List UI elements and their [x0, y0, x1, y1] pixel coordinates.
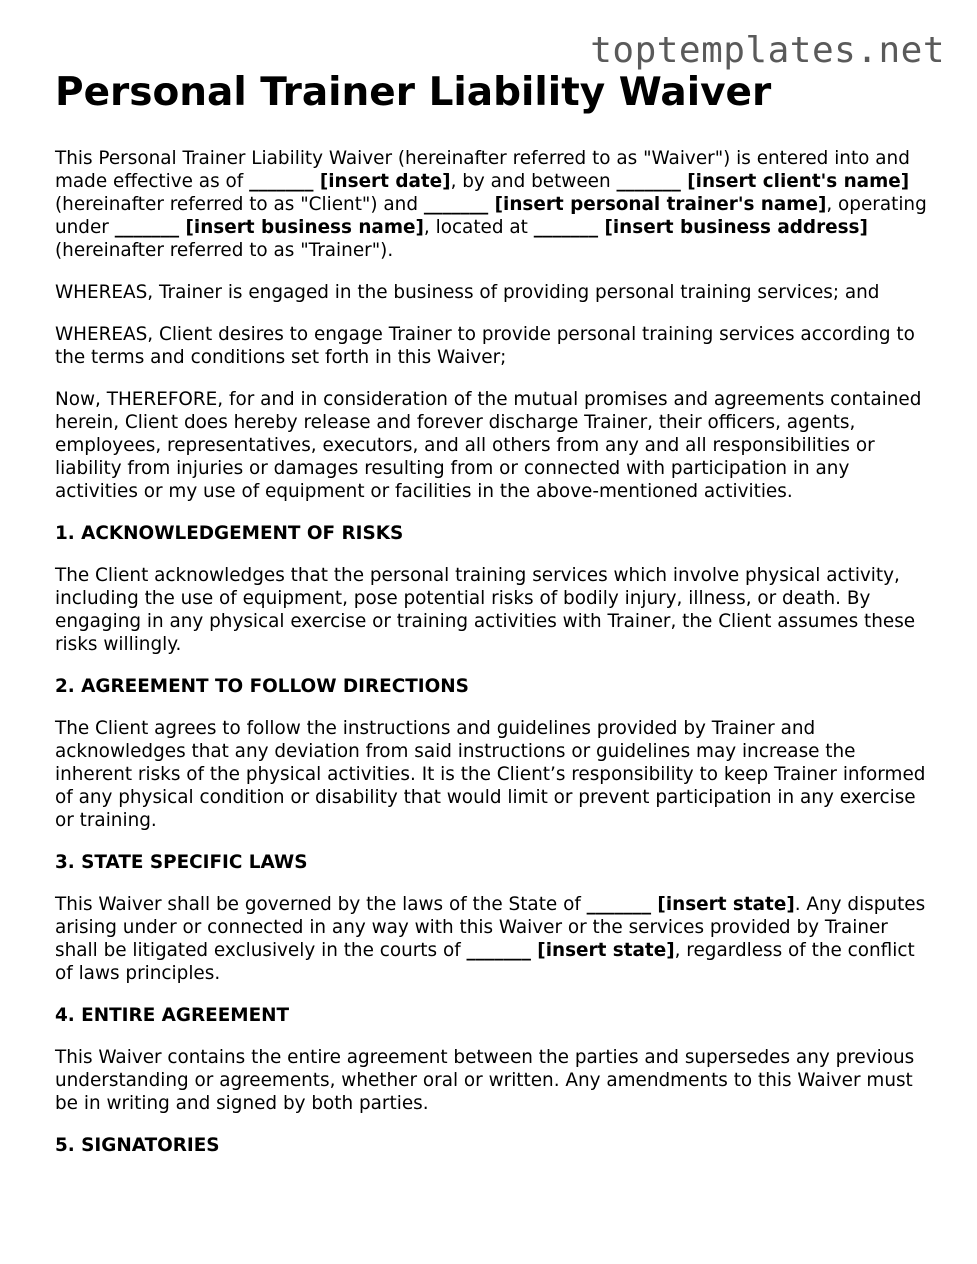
- document-title: Personal Trainer Liability Waiver: [55, 70, 772, 115]
- business-name-field: _______ [insert business name]: [114, 217, 424, 238]
- intro-text-1: This Personal Trainer Liability Waiver (hereinafter referred to as "Waiver") is entered into and made effective as of: [55, 148, 910, 192]
- section-4-body: This Waiver contains the entire agreement between the parties and supersedes any previous understanding or agreements, whether oral or written. Any amendments to this Waiver must be in writing and signed by both parties.: [55, 1047, 915, 1114]
- intro-paragraph: [55, 147, 935, 262]
- document-page: [55, 70, 935, 1176]
- intro-text-4: , operating under: [55, 194, 927, 238]
- watermark-text: toptemplates.net: [590, 30, 945, 71]
- section-3-text-3: , regardless of the conflict of laws principles.: [55, 940, 915, 984]
- intro-text-6: (hereinafter referred to as "Trainer").: [55, 240, 394, 261]
- section-1-body: The Client acknowledges that the personal training services which involve physical activity, including the use of equipment, pose potential risks of bodily injury, illness, or death. By engaging in any physical exercise or training activities with Trainer, the Client assumes these risks willingly.: [55, 565, 916, 655]
- client-name-field: _______ [insert client's name]: [616, 171, 910, 192]
- trainer-name-field: _______ [insert personal trainer's name]: [423, 194, 827, 215]
- date-field: _______ [insert date]: [249, 171, 451, 192]
- section-1-heading: 1. ACKNOWLEDGEMENT OF RISKS: [55, 523, 404, 544]
- state-field-2: _______ [insert state]: [466, 940, 675, 961]
- section-3-heading: 3. STATE SPECIFIC LAWS: [55, 852, 308, 873]
- section-4-heading: 4. ENTIRE AGREEMENT: [55, 1005, 290, 1026]
- intro-text-5: , located at: [423, 217, 534, 238]
- whereas-paragraph-1: WHEREAS, Trainer is engaged in the business of providing personal training services; and: [55, 282, 880, 303]
- section-3-text-2: . Any disputes arising under or connected in any way with this Waiver or the services provided by Trainer shall be litigated exclusively in the courts of: [55, 894, 926, 961]
- section-5-heading: 5. SIGNATORIES: [55, 1135, 220, 1156]
- section-3-text-1: This Waiver shall be governed by the laws of the State of: [55, 894, 587, 915]
- section-2-body: The Client agrees to follow the instructions and guidelines provided by Trainer and acknowledges that any deviation from said instructions or guidelines may increase the inherent risks of the physical activities. It is the Client’s responsibility to keep Trainer informed of any physical condition or disability that would limit or prevent participation in any exercise or training.: [55, 718, 926, 831]
- whereas-paragraph-2: WHEREAS, Client desires to engage Trainer to provide personal training services according to the terms and conditions set forth in this Waiver;: [55, 324, 915, 368]
- intro-text-3: (hereinafter referred to as "Client") and: [55, 194, 424, 215]
- business-address-field: _______ [insert business address]: [533, 217, 868, 238]
- section-2-heading: 2. AGREEMENT TO FOLLOW DIRECTIONS: [55, 676, 469, 697]
- state-field-1: _______ [insert state]: [586, 894, 795, 915]
- intro-text-2: , by and between: [450, 171, 617, 192]
- therefore-paragraph: Now, THEREFORE, for and in consideration of the mutual promises and agreements contained herein, Client does hereby release and forever discharge Trainer, their officers, agents, employees, representatives, executors, and all others from any and all responsibilities or liability from injuries or damages resulting from or connected with participation in any activities or my use of equipment or facilities in the above-mentioned activities.: [55, 389, 922, 502]
- section-3-body: [55, 893, 935, 985]
